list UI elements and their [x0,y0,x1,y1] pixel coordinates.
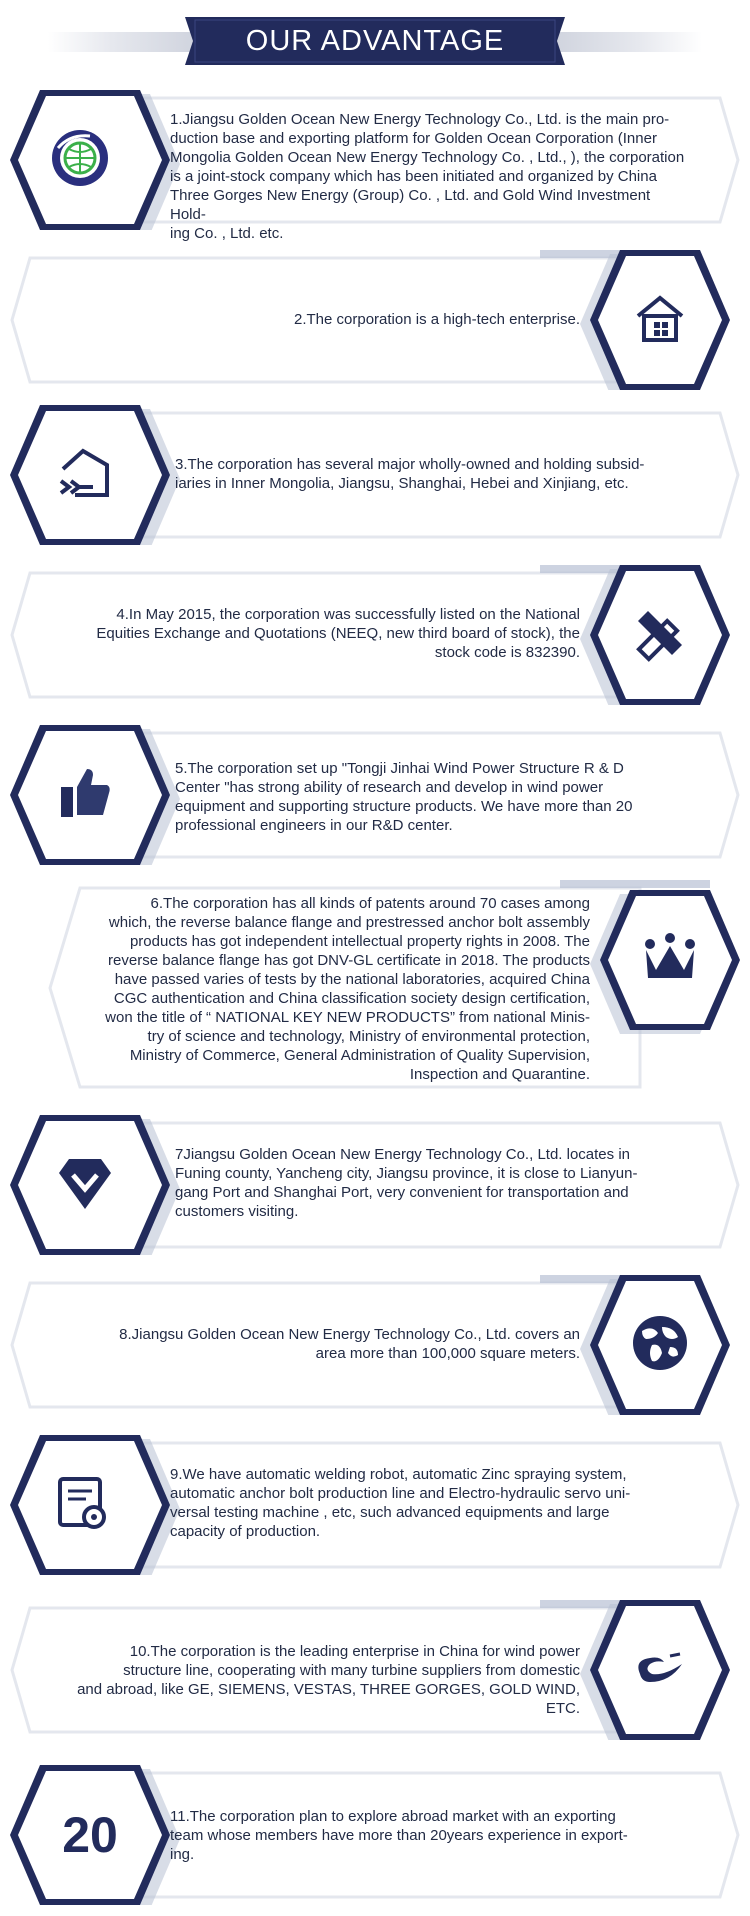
advantage-text: 2.The corporation is a high-tech enterprise. [294,311,580,328]
alibaba-logo-icon [630,1638,690,1698]
globe-logo-icon [50,128,110,188]
number-20-icon: 20 [62,1807,118,1863]
advantage-item-5 [0,725,750,865]
thumbs-up-icon [55,763,115,823]
crown-icon [640,930,700,990]
advantage-item-9 [0,1435,750,1575]
building-icon [630,288,690,348]
advantage-item-2 [0,250,750,390]
advantage-item-8 [0,1275,750,1415]
advantage-text: 1.Jiangsu Golden Ocean New Energy Technology Co., Ltd. is the main pro- duction base and exporting platform for Golden Ocean Corporation (Inner Mongolia Golden Ocean New Energy Technology Co. , Ltd., ), the corporation is a joint-stock company which has been initiated and organized by China Three Gorges New Energy (Group) Co. , Ltd. and Gold Wind Investment Hold- ing Co. , Ltd. etc. [170,111,685,242]
certificate-gear-icon [52,1473,112,1533]
advantage-text: 9.We have automatic welding robot, automatic Zinc spraying system, automatic anchor bolt production line and Electro-hydraulic servo uni- versal testing machine , etc, such advanced equipments and large capacity of production. [170,1466,631,1540]
advantage-item-7 [0,1115,750,1255]
advantage-item-4 [0,565,750,705]
advantage-text: 6.The corporation has all kinds of patents around 70 cases among which, the reverse balance flange and prestressed anchor bolt assembly products has got independent intellectual property rights in 2008. The reverse balance flange has got DNV-GL certificate in 2018. The products have passed varies of tests by the national laboratories, acquired China CGC authentication and China classification society design certification, won the title of “ NATIONAL KEY NEW PRODUCTS” from national Minis- try of science and technology, Ministry of environmental protection, Ministry of Commerce, General Administration of Quality Supervision, Inspection and Quarantine. [105,895,590,1083]
advantage-text: 10.The corporation is the leading enterprise in China for wind power structure line, cooperating with many turbine suppliers from domestic and abroad, like GE, SIEMENS, VESTAS, THREE GORGES, GOLD WIND, ETC. [77,1643,580,1717]
advantage-item-10 [0,1600,750,1740]
world-globe-icon [630,1313,690,1373]
pencil-ruler-icon [630,603,690,663]
advantage-item-6 [0,880,750,1095]
advantage-text: 3.The corporation has several major wholly-owned and holding subsid- iaries in Inner Mongolia, Jiangsu, Shanghai, Hebei and Xinjiang, etc. [175,456,645,492]
header-wing-left [48,32,208,52]
house-arrow-icon [55,443,115,503]
page-title: OUR ADVANTAGE [245,25,505,57]
advantage-text: 4.In May 2015, the corporation was successfully listed on the National Equities Exchange and Quotations (NEEQ, new third board of stock), the stock code is 832390. [96,606,580,661]
advantage-text: 11.The corporation plan to explore abroad market with an exporting team whose members have more than 20years experience in export- ing. [170,1808,628,1863]
advantage-item-11 [0,1765,750,1905]
header-wing-right [542,32,702,52]
diamond-check-icon [55,1153,115,1213]
advantage-text: 7Jiangsu Golden Ocean New Energy Technology Co., Ltd. locates in Funing county, Yancheng city, Jiangsu province, it is close to Lianyun- gang Port and Shanghai Port, very convenient for transportation and customers visiting. [175,1146,638,1220]
advantage-text: 5.The corporation set up "Tongji Jinhai Wind Power Structure R & D Center "has strong ability of research and develop in wind power equipment and supporting structure products. We have more than 20 professional engineers in our R&D center. [175,760,633,834]
advantage-item-1 [0,90,750,242]
advantage-text: 8.Jiangsu Golden Ocean New Energy Technology Co., Ltd. covers an area more than 100,000 square meters. [119,1326,580,1362]
advantage-item-3 [0,405,750,545]
header [0,0,750,75]
